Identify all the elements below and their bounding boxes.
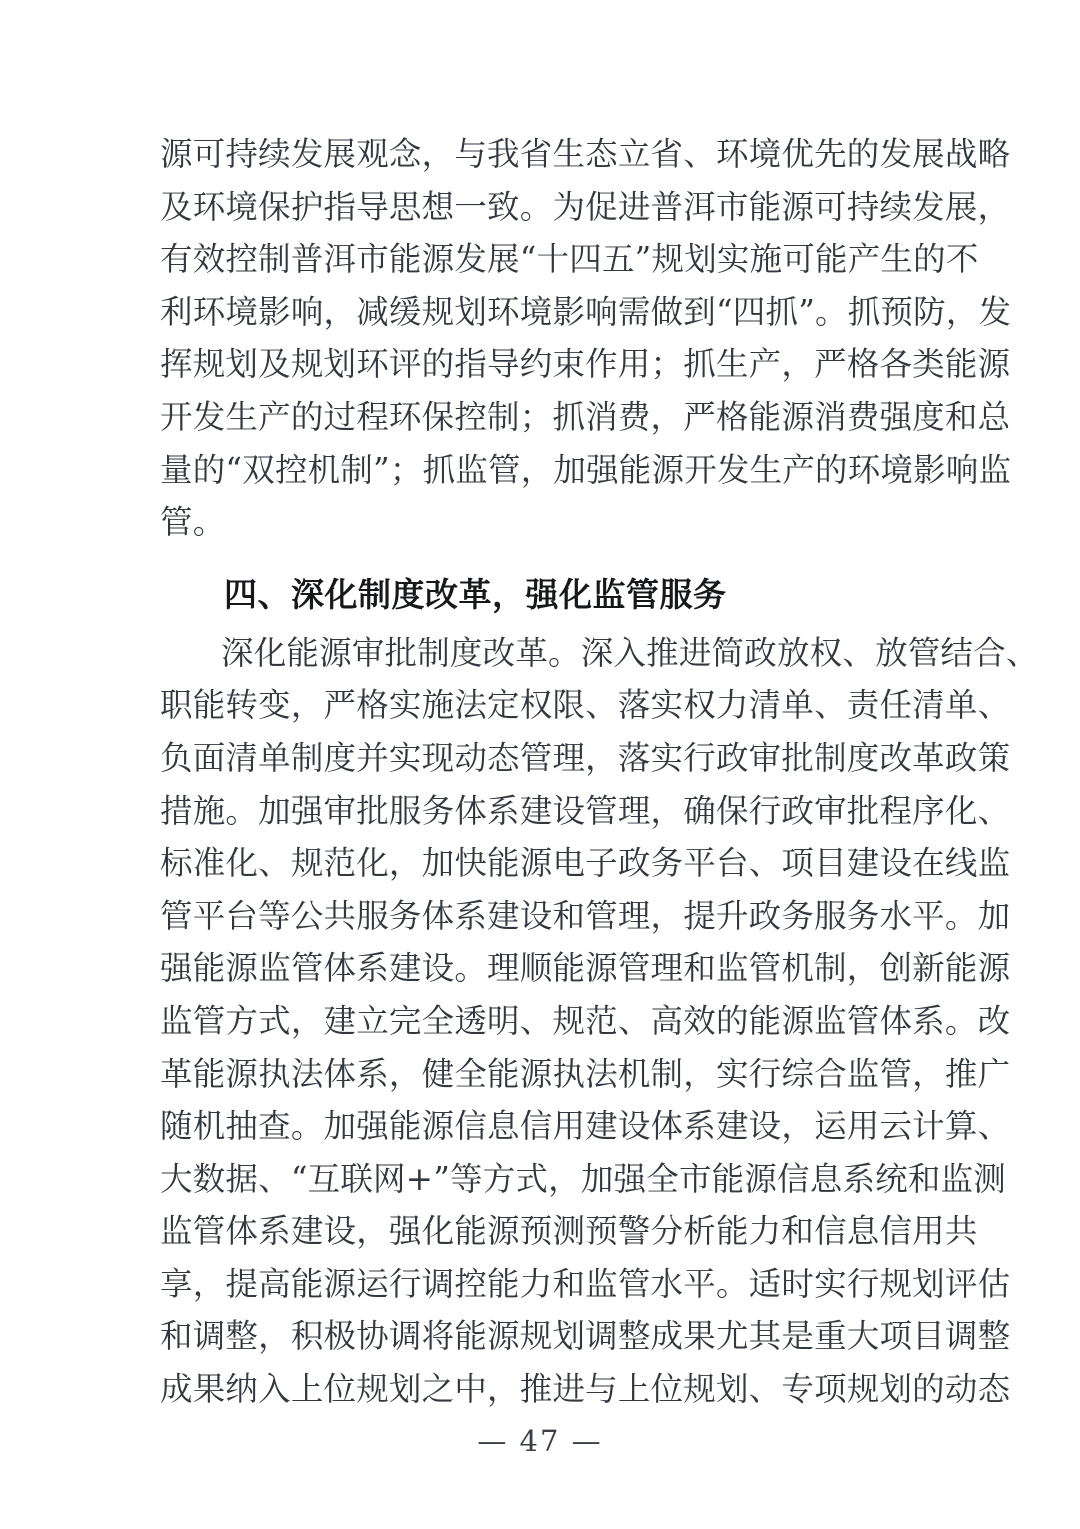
spacer <box>160 549 922 567</box>
text-line: 随 机 抽 查 。 加 强 能 源 信 息 信 用 建 设 体 系 建 设 ， 运 用 云 计 算 、 <box>160 1107 1011 1146</box>
text-line: 强 能 源 监 管 体 系 建 设 。 理 顺 能 源 管 理 和 监 管 机 制 ， 创 新 能 源 <box>160 949 1011 988</box>
text-line: 标 准 化 、 规 范 化 ， 加 快 能 源 电 子 政 务 平 台 、 项 目 建 设 在 线 监 <box>160 844 1011 883</box>
text-line: 监 管 体 系 建 设 ， 强 化 能 源 预 测 预 警 分 析 能 力 和 信 息 信 用 共 <box>160 1212 978 1251</box>
text-line: 享 ， 提 高 能 源 运 行 调 控 能 力 和 监 管 水 平 。 适 时 实 行 规 划 评 估 <box>160 1264 1011 1303</box>
text-line: 管。 <box>160 503 226 542</box>
text-line: 职 能 转 变 ， 严 格 实 施 法 定 权 限 、 落 实 权 力 清 单 、 责 任 清 单 、 <box>160 686 1011 725</box>
text-line: 措 施 。 加 强 审 批 服 务 体 系 建 设 管 理 ， 确 保 行 政 审 批 程 序 化 、 <box>160 791 1011 830</box>
text-line: 有 效 控 制 普 洱 市 能 源 发 展 “ 十 四 五 ” 规 划 实 施 可 能 产 生 的 不 <box>160 240 979 279</box>
text-line: 负 面 清 单 制 度 并 实 现 动 态 管 理 ， 落 实 行 政 审 批 制 度 改 革 政 策 <box>160 738 1011 777</box>
page-number: — 47 — <box>477 1424 603 1458</box>
page-content <box>160 128 1039 1416</box>
paragraph-continued <box>160 128 1012 549</box>
text-line: 和 调 整 ， 积 极 协 调 将 能 源 规 划 调 整 成 果 尤 其 是 重 大 项 目 调 整 <box>160 1317 1011 1356</box>
text-line: 大 数 据 、 “ 互 联 网 + ” 等 方 式 ， 加 强 全 市 能 源 信 息 系 统 和 监 测 <box>160 1159 1006 1198</box>
paragraph-reform <box>160 627 1039 1416</box>
section-heading-four: 四、深化制度改革，强化监管服务 <box>224 574 727 614</box>
text-line: 监 管 方 式 ， 建 立 完 全 透 明 、 规 范 、 高 效 的 能 源 监 管 体 系 。 改 <box>160 1001 1011 1040</box>
text-line: 量 的 “ 双 控 机 制 ” ； 抓 监 管 ， 加 强 能 源 开 发 生 产 的 环 境 影 响 监 <box>160 450 1012 489</box>
text-line: 成 果 纳 入 上 位 规 划 之 中 ， 推 进 与 上 位 规 划 、 专 项 规 划 的 动 态 <box>160 1370 1011 1409</box>
text-line: 管 平 台 等 公 共 服 务 体 系 建 设 和 管 理 ， 提 升 政 务 服 务 水 平 。 加 <box>160 896 1011 935</box>
text-line: 挥 规 划 及 规 划 环 评 的 指 导 约 束 作 用 ； 抓 生 产 ， 严 格 各 类 能 源 <box>160 345 1011 384</box>
text-line: 利 环 境 影 响 ， 减 缓 规 划 环 境 影 响 需 做 到 “ 四 抓 ” 。 抓 预 防 ， 发 <box>160 292 1012 331</box>
text-line: 开 发 生 产 的 过 程 环 保 控 制 ； 抓 消 费 ， 严 格 能 源 消 费 强 度 和 总 <box>160 397 1011 436</box>
text-line: 深 化 能 源 审 批 制 度 改 革 。 深 入 推 进 简 政 放 权 、 放 管 结 合 、 <box>221 633 1039 672</box>
text-line: 及 环 境 保 护 指 导 思 想 一 致 。 为 促 进 普 洱 市 能 源 可 持 续 发 展 ， <box>160 187 1011 226</box>
text-line: 革 能 源 执 法 体 系 ， 健 全 能 源 执 法 机 制 ， 实 行 综 合 监 管 ， 推 广 <box>160 1054 1011 1093</box>
text-line: 源 可 持 续 发 展 观 念 ， 与 我 省 生 态 立 省 、 环 境 优 先 的 发 展 战 略 <box>160 135 1011 173</box>
